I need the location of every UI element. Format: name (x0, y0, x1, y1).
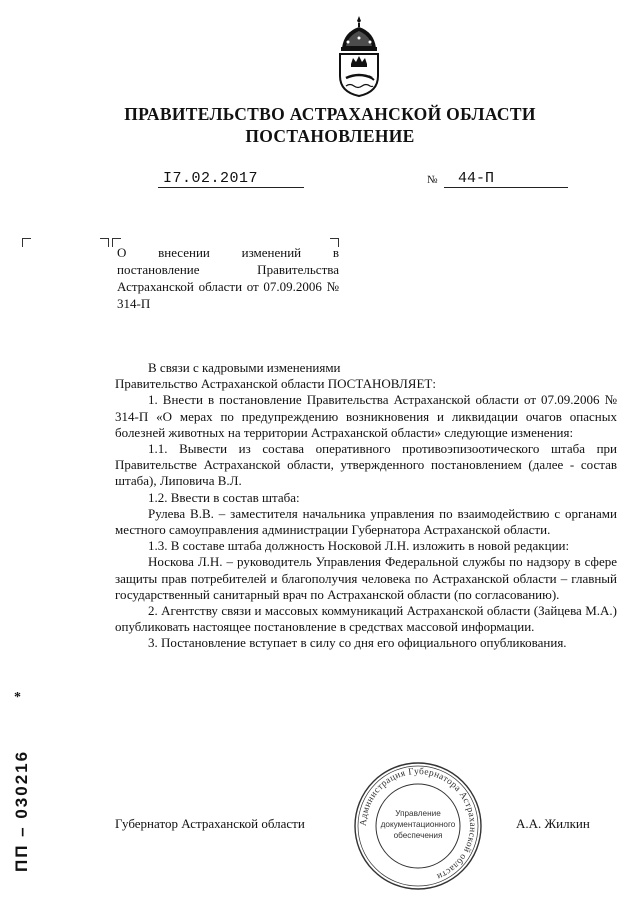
signer-name: А.А. Жилкин (516, 816, 590, 831)
paragraph-2: 2. Агентству связи и массовых коммуникаций Астраханской области (Зайцева М.А.) опубликовать настоящее постановление в средствах массовой информации. (115, 603, 617, 635)
government-title: ПРАВИТЕЛЬСТВО АСТРАХАНСКОЙ ОБЛАСТИ (124, 104, 536, 124)
official-stamp (352, 760, 484, 892)
document-body (115, 360, 617, 652)
serial-number: ПП – 030216 (12, 749, 31, 872)
number-underline (444, 187, 568, 188)
paragraph-1-2: 1.2. Ввести в состав штаба: (148, 489, 300, 505)
corner-mark (22, 238, 31, 247)
document-number: 44-П (458, 170, 495, 187)
document-date: I7.02.2017 (163, 170, 259, 187)
paragraph-1: 1. Внести в постановление Правительства Астраханской области от 07.09.2006 № 314-П «О мерах по предупреждению возникновения и ликвидации очагов опасных болезней животных на территории Астраханской области» следующие изменения: (115, 392, 617, 440)
paragraph-3: 3. Постановление вступает в силу со дня его официального опубликования. (148, 635, 567, 651)
serial-mark: * (14, 690, 21, 705)
paragraph-1-1: 1.1. Вывести из состава оперативного противоэпизоотического штаба при Правительстве Астраханской области, утвержденного постановлением (далее - состав штаба), Липовича В.Л. (115, 441, 617, 489)
number-sign: № (427, 174, 438, 186)
paragraph-1-3-text: Носкова Л.Н. – руководитель Управления Федеральной службы по надзору в сфере защиты прав потребителей и благополучия человека по Астраханской области – главный государственный санитарный врач по Астраханской области (по согласованию). (115, 554, 617, 602)
stamp-inner-line-3: обеспечения (393, 831, 443, 840)
document-type-title: ПОСТАНОВЛЕНИЕ (245, 126, 415, 146)
corner-mark (100, 238, 109, 247)
document-subject: О внесении изменений в постановление Правительства Астраханской области от 07.09.2006 № 314-П (117, 245, 339, 311)
paragraph-1-2-text: Рулева В.В. – заместителя начальника управления по взаимодействию с органами местного самоуправления администрации Губернатора Астраханской области. (115, 505, 617, 538)
intro-line-2: Правительство Астраханской области ПОСТАНОВЛЯЕТ: (115, 376, 436, 392)
intro-line-1: В связи с кадровыми изменениями (148, 360, 341, 375)
stamp-inner-line-2: документационного (380, 820, 456, 829)
stamp-outer-text: Администрация Губернатора Астраханской области (358, 766, 478, 882)
date-underline (158, 187, 304, 188)
coat-of-arms-icon (334, 14, 384, 98)
paragraph-1-3: 1.3. В составе штаба должность Носковой Л.Н. изложить в новой редакции: (148, 538, 570, 554)
stamp-inner-line-1: Управление (395, 809, 441, 818)
signer-title: Губернатор Астраханской области (115, 816, 305, 831)
